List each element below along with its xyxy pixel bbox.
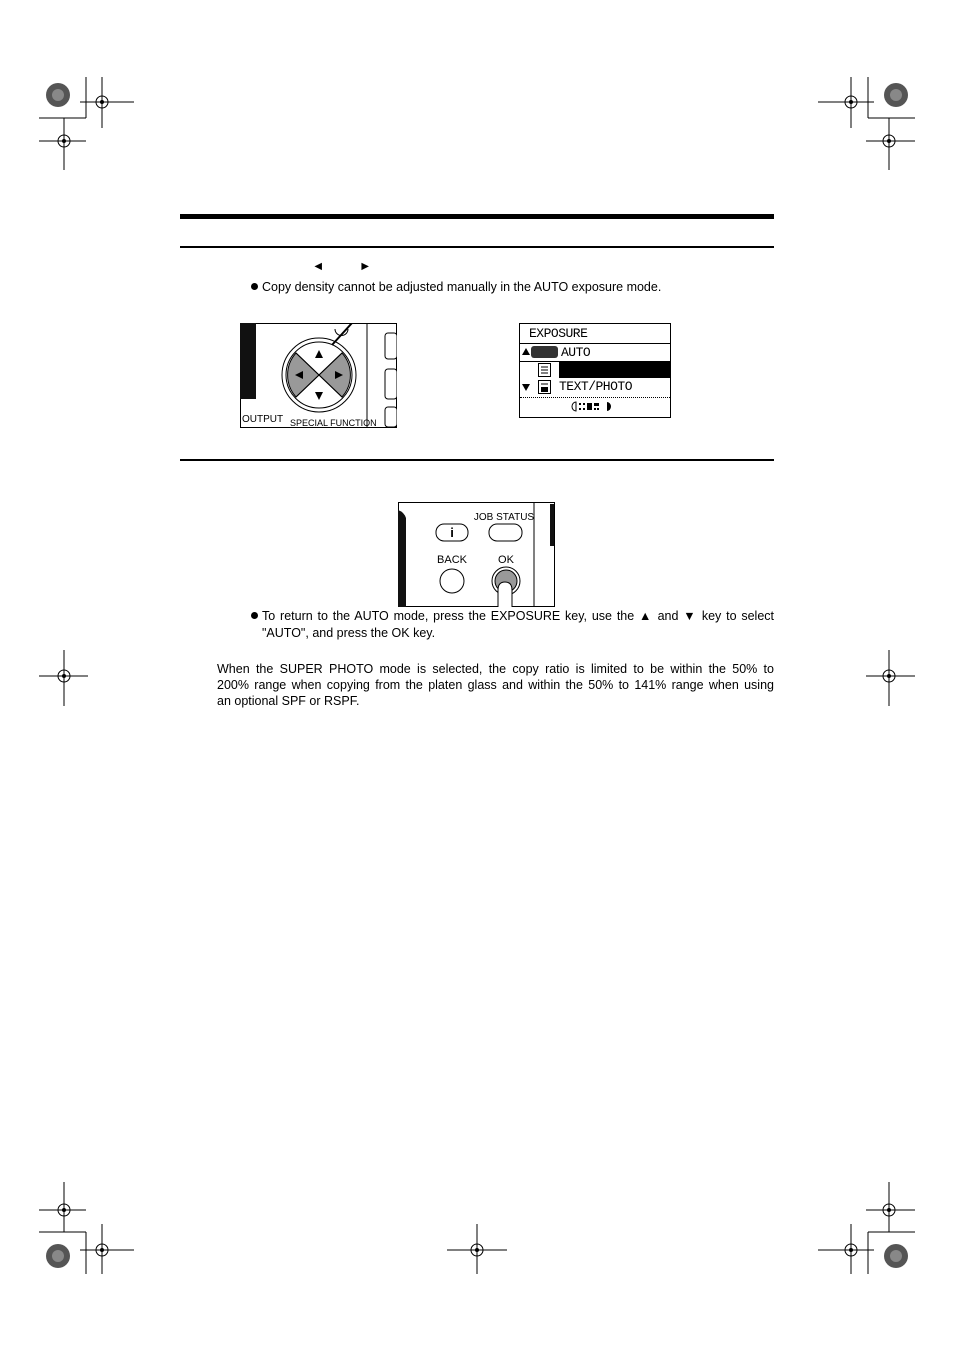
info-icon: i — [450, 525, 454, 540]
note-manual-density: Copy density cannot be adjusted manually in the AUTO exposure mode. — [262, 280, 662, 294]
bullet-icon — [251, 612, 258, 619]
ok-label: OK — [498, 554, 514, 566]
output-label: OUTPUT — [242, 414, 284, 425]
lcd-item-text-photo[interactable]: TEXT/PHOTO — [559, 379, 633, 394]
text-photo-mode-icon — [538, 380, 552, 394]
header-rule — [180, 214, 774, 219]
lcd-item-selected[interactable] — [559, 362, 670, 378]
ok-key-illustration — [398, 502, 555, 607]
note-return-line1: To return to the AUTO mode, press the EXPOSURE key, use the ▲ and ▼ key to select — [262, 609, 774, 623]
super-photo-line3: an optional SPF or RSPF. — [217, 694, 360, 708]
section-rule-top — [180, 246, 774, 248]
density-scale-icon — [570, 401, 618, 412]
lcd-item-auto[interactable]: AUTO — [561, 345, 591, 360]
lcd-title: EXPOSURE — [529, 326, 588, 341]
super-photo-line1: When the SUPER PHOTO mode is selected, the copy ratio is limited to be within the 50% to — [217, 662, 774, 676]
lcd-title-rule — [520, 343, 670, 344]
job-status-label: JOB STATUS — [473, 512, 535, 523]
bullet-icon — [251, 283, 258, 290]
section-rule-middle — [180, 459, 774, 461]
lcd-auto-icon — [531, 346, 558, 358]
back-label: BACK — [437, 554, 467, 566]
lcd-dotted-rule — [520, 397, 670, 398]
ok-key-panel — [398, 502, 555, 607]
arrow-keys-illustration — [240, 323, 397, 428]
special-function-label: SPECIAL FUNCTION — [290, 418, 377, 428]
scroll-down-icon — [522, 384, 530, 392]
exposure-lcd — [519, 323, 671, 418]
scroll-up-icon — [522, 348, 530, 356]
arrow-keys-panel — [240, 323, 397, 428]
note-return-line2: "AUTO", and press the OK key. — [262, 626, 436, 640]
right-arrow-glyph: ► — [359, 259, 372, 273]
text-mode-icon — [538, 363, 552, 377]
left-arrow-glyph: ◄ — [312, 259, 325, 273]
super-photo-line2: 200% range when copying from the platen glass and within the 50% to 141% range when using — [217, 678, 774, 692]
